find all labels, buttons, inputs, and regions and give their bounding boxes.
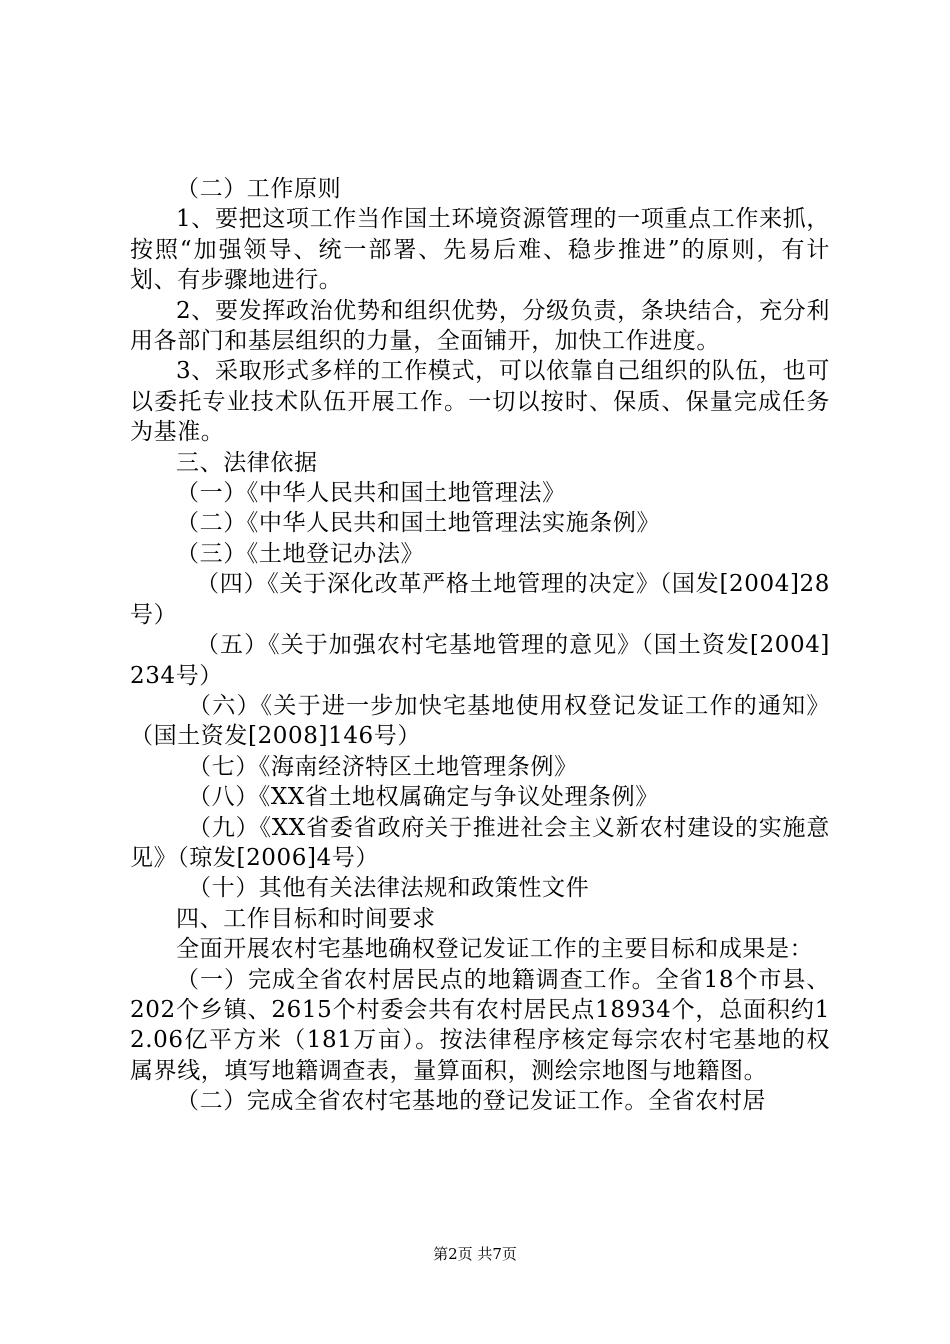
section-heading-work-principles: （二）工作原则 (176, 176, 342, 202)
section-heading-goals-timeline: 四、工作目标和时间要求 (176, 905, 436, 932)
goals-intro-paragraph: 全面开展农村宅基地确权登记发证工作的主要目标和成果是： (176, 936, 814, 963)
legal-basis-item-2: （二）《中华人民共和国土地管理法实施条例》 (176, 510, 661, 537)
principle-1-paragraph: 1、要把这项工作当作国土环境资源管理的一项重点工作来抓，按照“加强领导、统一部署、先易后难、稳步推进”的原则，有计划、有步骤地进行。 (130, 206, 830, 294)
document-body (130, 174, 830, 1117)
page-footer: 第2页 共7页 (433, 1245, 517, 1263)
principle-3-paragraph: 3、采取形式多样的工作模式，可以依靠自己组织的队伍，也可以委托专业技术队伍开展工作。一切以按时、保质、保量完成任务为基准。 (130, 358, 830, 446)
principle-2-paragraph: 2、要发挥政治优势和组织优势，分级负责，条块结合，充分利用各部门和基层组织的力量，全面铺开，加快工作进度。 (130, 297, 830, 355)
legal-basis-item-3: （三）《土地登记办法》 (176, 540, 425, 567)
legal-basis-item-9: （九）《XX省委省政府关于推进社会主义新农村建设的实施意见》（琼发[2006]4号） (130, 814, 830, 871)
goal-2-paragraph: （二）完成全省农村宅基地的登记发证工作。全省农村居 (176, 1088, 766, 1115)
goal-1-paragraph: （一）完成全省农村居民点的地籍调查工作。全省18个市县、202个乡镇、2615个村委会共有农村居民点18934个，总面积约12.06亿平方米（181万亩）。按法律程序核定每宗农村宅基地的权属界线，填写地籍调查表，量算面积，测绘宗地图与地籍图。 (130, 966, 830, 1084)
section-heading-legal-basis: 三、法律依据 (176, 449, 318, 476)
legal-basis-item-1: （一）《中华人民共和国土地管理法》 (176, 480, 566, 507)
legal-basis-item-7: （七）《海南经济特区土地管理条例》 (188, 753, 578, 780)
legal-basis-item-4: （四）《关于深化改革严格土地管理的决定》（国发[2004]28号） (130, 571, 830, 628)
legal-basis-item-5: （五）《关于加强农村宅基地管理的意见》（国土资发[2004]234号） (130, 632, 830, 689)
legal-basis-item-10: （十）其他有关法律法规和政策性文件 (188, 875, 590, 902)
legal-basis-item-8: （八）《XX省土地权属确定与争议处理条例》 (188, 784, 659, 811)
legal-basis-item-6: （六）《关于进一步加快宅基地使用权登记发证工作的通知》（国土资发[2008]146号） (130, 692, 830, 750)
